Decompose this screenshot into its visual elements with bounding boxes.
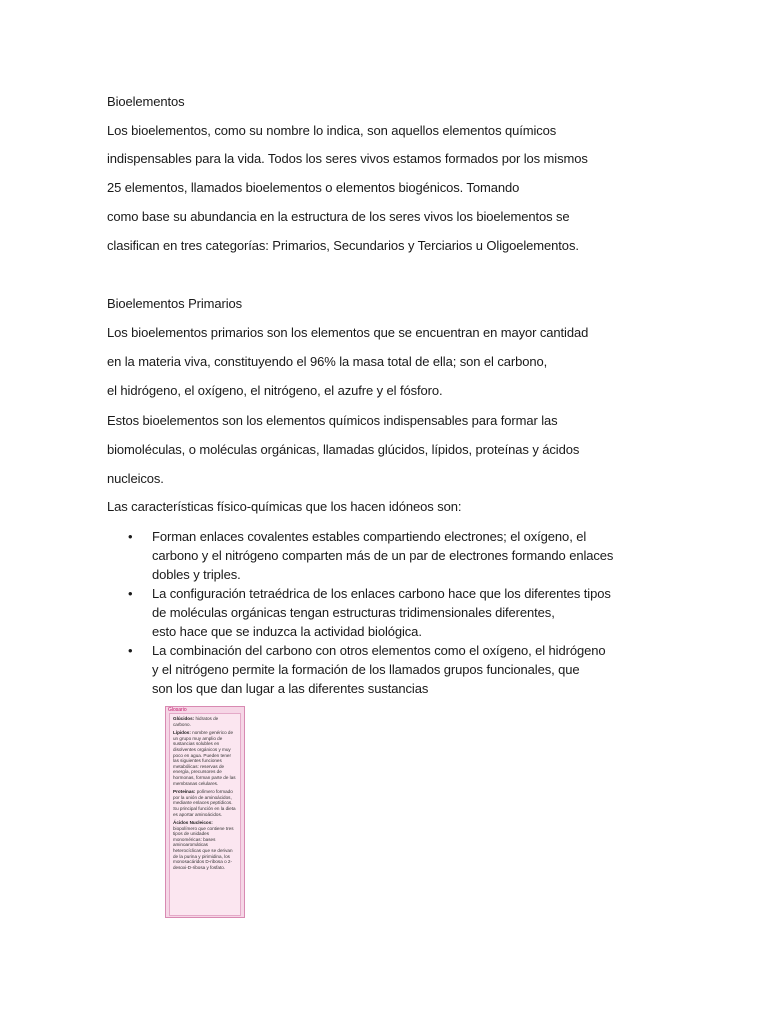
bullet-line: La configuración tetraédrica de los enlaces carbono hace que los diferentes tipos [152,586,611,601]
bullet-line: y el nitrógeno permite la formación de los llamados grupos funcionales, que [152,662,580,677]
section-heading-primarios: Bioelementos Primarios [107,296,243,311]
bullet-line: de moléculas orgánicas tengan estructuras tridimensionales diferentes, [152,605,555,620]
paragraph-line: nucleicos. [107,471,164,486]
glossary-entry [173,716,237,727]
glossary-entry [173,820,237,870]
glossary-definition: polímero formado por la unión de aminoácidos, mediante enlaces peptídicos. Su principal función en la dieta es aportar aminoácidos. [173,789,236,817]
paragraph-line: 25 elementos, llamados bioelementos o elementos biogénicos. Tomando [107,180,520,195]
paragraph-line: indispensables para la vida. Todos los seres vivos estamos formados por los mismos [107,151,588,166]
paragraph-line: en la materia viva, constituyendo el 96% la masa total de ella; son el carbono, [107,354,548,369]
glossary-entry [173,789,237,817]
glossary-term: Glúcidos: [173,716,195,721]
paragraph-line: Los bioelementos primarios son los elementos que se encuentran en mayor cantidad [107,325,589,340]
glossary-term: Ácidos Nucleicos: [173,820,213,826]
bullet-marker: • [128,586,133,601]
glossary-header: Glosario [168,707,187,713]
section-heading-bioelementos: Bioelementos [107,94,185,109]
paragraph-line: Las características físico-químicas que los hacen idóneos son: [107,499,462,514]
bullet-line: son los que dan lugar a las diferentes sustancias [152,681,429,696]
glossary-entry [173,730,237,786]
glossary-definition: nombre genérico de un grupo muy amplio de sustancias solubles en disolventes orgánicos y muy poco en agua. Pueden tener las siguientes funciones metabólicas: reservas de energía, precursores de hormonas, forman parte de las membranas celulares. [173,730,236,786]
paragraph-line: Los bioelementos, como su nombre lo indica, son aquellos elementos químicos [107,123,557,138]
paragraph-line: como base su abundancia en la estructura de los seres vivos los bioelementos se [107,209,570,224]
paragraph-line: biomoléculas, o moléculas orgánicas, llamadas glúcidos, lípidos, proteínas y ácidos [107,442,580,457]
bullet-marker: • [128,643,133,658]
paragraph-line: el hidrógeno, el oxígeno, el nitrógeno, el azufre y el fósforo. [107,383,443,398]
glossary-content [169,713,241,916]
paragraph-line: clasifican en tres categorías: Primarios, Secundarios y Terciarios u Oligoelementos. [107,238,579,253]
glossary-term: Proteínas: [173,789,196,795]
bullet-line: dobles y triples. [152,567,241,582]
bullet-line: carbono y el nitrógeno comparten más de un par de electrones formando enlaces [152,548,614,563]
bullet-line: La combinación del carbono con otros elementos como el oxígeno, el hidrógeno [152,643,606,658]
paragraph-line: Estos bioelementos son los elementos químicos indispensables para formar las [107,413,558,428]
glossary-box [165,706,245,918]
bullet-line: Forman enlaces covalentes estables compartiendo electrones; el oxígeno, el [152,529,587,544]
glossary-term: Lípidos: [173,730,191,736]
bullet-marker: • [128,529,133,544]
bullet-line: esto hace que se induzca la actividad biológica. [152,624,422,639]
glossary-definition: hidratos de carbono. [173,716,219,727]
glossary-definition: biopolímero que contiene tres tipos de unidades monoméricas: bases aminoaromáticas heterocíclicas que se derivan de la purina y pirimidina, los monosacáridos D-ribosa o 2-desoxi-D-ribosa y fosfato. [173,825,234,870]
